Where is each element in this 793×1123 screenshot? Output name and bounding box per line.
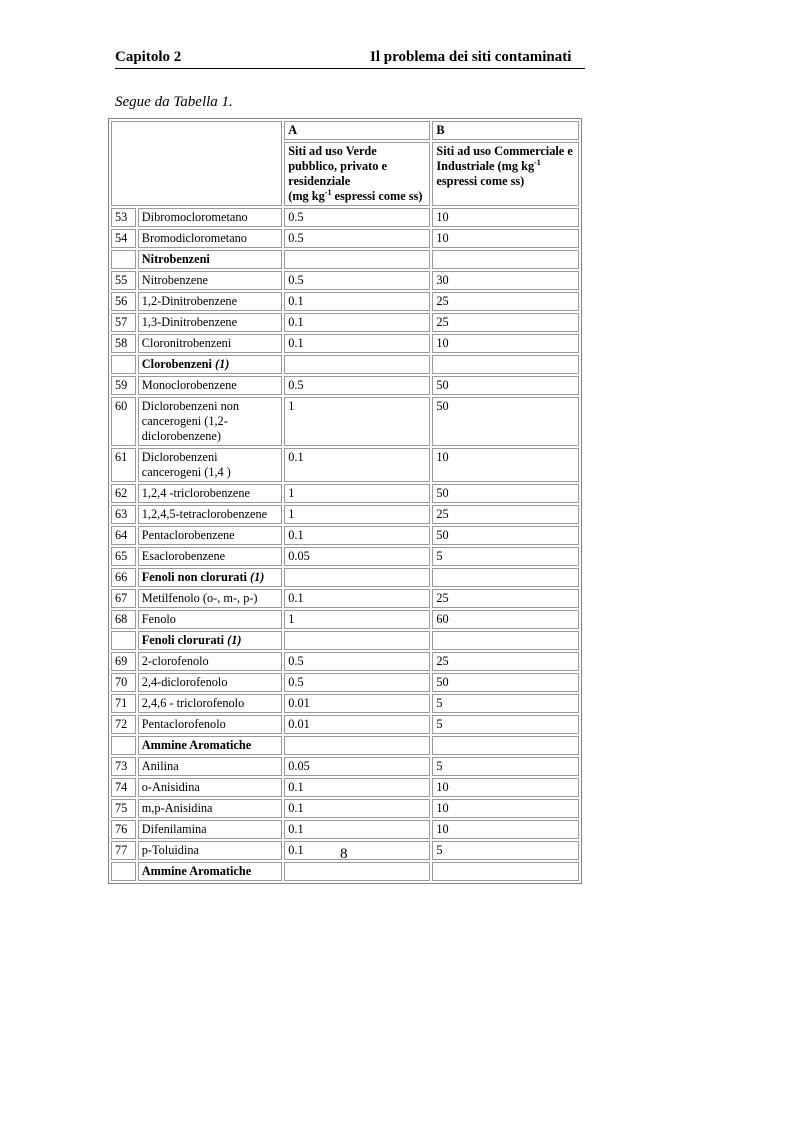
row-number: 73 <box>111 757 136 776</box>
table-row <box>111 589 579 608</box>
row-number: 55 <box>111 271 136 290</box>
compound-name: o-Anisidina <box>138 778 282 797</box>
row-number: 72 <box>111 715 136 734</box>
value-a: 1 <box>284 484 430 503</box>
table-row <box>111 505 579 524</box>
table-group-row <box>111 862 579 881</box>
table-row <box>111 820 579 839</box>
table-row <box>111 448 579 482</box>
value-a: 0.1 <box>284 313 430 332</box>
value-a: 0.01 <box>284 694 430 713</box>
row-number: 54 <box>111 229 136 248</box>
table-group-row <box>111 355 579 374</box>
contaminant-limits-table <box>108 118 582 884</box>
compound-name: Bromodiclorometano <box>138 229 282 248</box>
value-a: 0.1 <box>284 292 430 311</box>
group-label: Ammine Aromatiche <box>138 862 282 881</box>
page-number: 8 <box>340 846 348 862</box>
group-label: Clorobenzeni (1) <box>138 355 282 374</box>
value-a: 1 <box>284 610 430 629</box>
row-number: 59 <box>111 376 136 395</box>
value-b: 25 <box>432 505 579 524</box>
table-row <box>111 547 579 566</box>
table-row <box>111 799 579 818</box>
value-a: 1 <box>284 397 430 446</box>
value-a: 0.1 <box>284 448 430 482</box>
value-a: 0.5 <box>284 229 430 248</box>
value-a <box>284 250 430 269</box>
value-a: 0.1 <box>284 334 430 353</box>
value-b: 50 <box>432 397 579 446</box>
value-a <box>284 568 430 587</box>
table-group-row <box>111 250 579 269</box>
group-label: Nitrobenzeni <box>138 250 282 269</box>
value-a: 0.5 <box>284 673 430 692</box>
group-label: Fenoli non clorurati (1) <box>138 568 282 587</box>
value-b: 10 <box>432 799 579 818</box>
chapter-title: Il problema dei siti contaminati <box>370 49 572 65</box>
value-b <box>432 568 579 587</box>
value-b <box>432 631 579 650</box>
compound-name: Diclorobenzeni cancerogeni (1,4 ) <box>138 448 282 482</box>
table-row <box>111 334 579 353</box>
table-row <box>111 778 579 797</box>
value-a <box>284 736 430 755</box>
row-number: 70 <box>111 673 136 692</box>
compound-name: 1,2-Dinitrobenzene <box>138 292 282 311</box>
row-number: 57 <box>111 313 136 332</box>
value-a: 0.1 <box>284 799 430 818</box>
row-number: 65 <box>111 547 136 566</box>
table-row <box>111 397 579 446</box>
compound-name: Diclorobenzeni non cancerogeni (1,2-diclorobenzene) <box>138 397 282 446</box>
value-b: 10 <box>432 229 579 248</box>
value-b <box>432 250 579 269</box>
value-b <box>432 862 579 881</box>
row-number: 77 <box>111 841 136 860</box>
table-row <box>111 757 579 776</box>
compound-name: Nitrobenzene <box>138 271 282 290</box>
value-a: 0.01 <box>284 715 430 734</box>
row-number <box>111 631 136 650</box>
table-row <box>111 715 579 734</box>
table-group-row <box>111 631 579 650</box>
table-row <box>111 313 579 332</box>
value-b: 50 <box>432 484 579 503</box>
compound-name: 2,4,6 - triclorofenolo <box>138 694 282 713</box>
value-b: 60 <box>432 610 579 629</box>
table-group-row <box>111 736 579 755</box>
value-b: 5 <box>432 757 579 776</box>
row-number: 68 <box>111 610 136 629</box>
row-number <box>111 736 136 755</box>
compound-name: 2,4-diclorofenolo <box>138 673 282 692</box>
value-b: 10 <box>432 334 579 353</box>
value-b: 5 <box>432 694 579 713</box>
compound-name: 2-clorofenolo <box>138 652 282 671</box>
table-row <box>111 271 579 290</box>
value-a: 0.1 <box>284 589 430 608</box>
header-empty-cell <box>111 121 282 206</box>
row-number: 74 <box>111 778 136 797</box>
value-b: 50 <box>432 673 579 692</box>
col-a-description: Siti ad uso Verde pubblico, privato e residenziale (mg $kg^{-1}$ espressi come ss) <box>284 142 430 206</box>
value-a: 1 <box>284 505 430 524</box>
row-number: 60 <box>111 397 136 446</box>
value-b: 10 <box>432 778 579 797</box>
row-number: 75 <box>111 799 136 818</box>
table-row <box>111 208 579 227</box>
value-b <box>432 355 579 374</box>
value-b: 25 <box>432 589 579 608</box>
value-b: 5 <box>432 841 579 860</box>
row-number: 64 <box>111 526 136 545</box>
compound-name: Cloronitrobenzeni <box>138 334 282 353</box>
value-a <box>284 862 430 881</box>
value-b: 50 <box>432 376 579 395</box>
compound-name: 1,2,4 -triclorobenzene <box>138 484 282 503</box>
chapter-label: Capitolo 2 <box>115 49 182 65</box>
table-caption: Segue da Tabella 1. <box>115 94 233 110</box>
group-label: Fenoli clorurati (1) <box>138 631 282 650</box>
row-number <box>111 250 136 269</box>
compound-name: Monoclorobenzene <box>138 376 282 395</box>
table-row <box>111 376 579 395</box>
row-number: 67 <box>111 589 136 608</box>
col-b-description: Siti ad uso Commerciale e Industriale (mg $kg^{-1}$ espressi come ss) <box>432 142 579 206</box>
table-row <box>111 229 579 248</box>
value-a: 0.1 <box>284 778 430 797</box>
table-row <box>111 610 579 629</box>
value-a: 0.5 <box>284 271 430 290</box>
row-number: 66 <box>111 568 136 587</box>
value-a: 0.05 <box>284 757 430 776</box>
value-b: 10 <box>432 448 579 482</box>
row-number <box>111 355 136 374</box>
compound-name: Esaclorobenzene <box>138 547 282 566</box>
value-a: 0.1 <box>284 841 430 860</box>
table-row <box>111 484 579 503</box>
table-row <box>111 526 579 545</box>
table-group-row <box>111 568 579 587</box>
col-b-letter: B <box>432 121 579 140</box>
value-b: 30 <box>432 271 579 290</box>
table-row <box>111 292 579 311</box>
value-b: 10 <box>432 208 579 227</box>
row-number: 56 <box>111 292 136 311</box>
compound-name: m,p-Anisidina <box>138 799 282 818</box>
row-number: 63 <box>111 505 136 524</box>
value-b: 5 <box>432 547 579 566</box>
compound-name: 1,3-Dinitrobenzene <box>138 313 282 332</box>
value-a <box>284 355 430 374</box>
value-a: 0.1 <box>284 526 430 545</box>
value-b: 25 <box>432 652 579 671</box>
value-b: 25 <box>432 292 579 311</box>
row-number: 62 <box>111 484 136 503</box>
compound-name: Anilina <box>138 757 282 776</box>
row-number: 69 <box>111 652 136 671</box>
row-number: 53 <box>111 208 136 227</box>
compound-name: Pentaclorofenolo <box>138 715 282 734</box>
compound-name: p-Toluidina <box>138 841 282 860</box>
compound-name: Pentaclorobenzene <box>138 526 282 545</box>
value-b <box>432 736 579 755</box>
value-a: 0.05 <box>284 547 430 566</box>
value-b: 5 <box>432 715 579 734</box>
compound-name: Fenolo <box>138 610 282 629</box>
value-a: 0.5 <box>284 652 430 671</box>
page-header <box>115 48 585 69</box>
value-b: 50 <box>432 526 579 545</box>
row-number: 58 <box>111 334 136 353</box>
value-a <box>284 631 430 650</box>
row-number: 61 <box>111 448 136 482</box>
row-number: 76 <box>111 820 136 839</box>
table-row <box>111 673 579 692</box>
compound-name: Metilfenolo (o-, m-, p-) <box>138 589 282 608</box>
table-header-row <box>111 121 579 140</box>
table-row <box>111 694 579 713</box>
value-a: 0.5 <box>284 208 430 227</box>
row-number: 71 <box>111 694 136 713</box>
value-b: 25 <box>432 313 579 332</box>
compound-name: 1,2,4,5-tetraclorobenzene <box>138 505 282 524</box>
row-number <box>111 862 136 881</box>
value-a: 0.1 <box>284 820 430 839</box>
value-b: 10 <box>432 820 579 839</box>
group-label: Ammine Aromatiche <box>138 736 282 755</box>
compound-name: Difenilamina <box>138 820 282 839</box>
value-a: 0.5 <box>284 376 430 395</box>
compound-name: Dibromoclorometano <box>138 208 282 227</box>
table-row <box>111 652 579 671</box>
col-a-letter: A <box>284 121 430 140</box>
